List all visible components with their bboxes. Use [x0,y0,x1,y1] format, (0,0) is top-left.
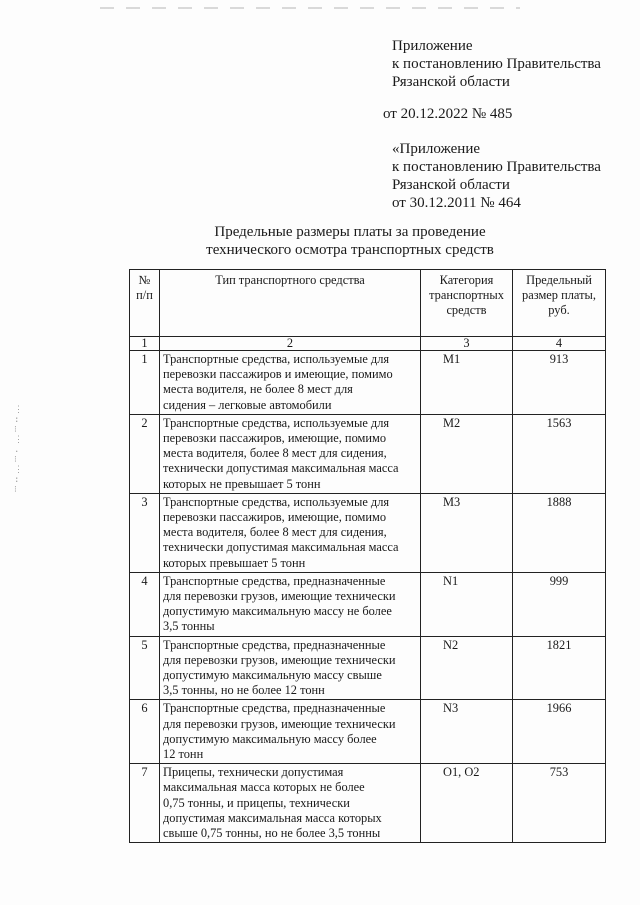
header-fee [513,270,606,337]
table-row [130,572,606,636]
vehicle-type-description [160,493,421,572]
row-number: 7 [130,764,160,843]
vehicle-category: N1 [421,572,513,636]
table-row [130,493,606,572]
row-number: 5 [130,636,160,700]
column-number: 2 [160,337,421,351]
header-text: транспортных [429,288,504,303]
vehicle-type-description [160,351,421,415]
description-line: которых не превышает 5 тонн [163,476,321,491]
row-number: 6 [130,700,160,764]
fee-value: 1563 [513,414,606,493]
title-line: технического осмотра транспортных средств [206,242,494,258]
header-vehicle-type [160,270,421,337]
description-line: перевозки пассажиров и имеющие, помимо [163,367,393,382]
header-text: № [138,273,151,287]
table-row [130,700,606,764]
description-line: места водителя, более 8 мест для сидения, [163,446,387,461]
scan-artifact-margin: ⋮ : ⁝ ⋮ . ⁝ ⋮ : ⁝ [14,405,23,495]
description-line: максимальная масса которых не более [163,780,365,795]
vehicle-type-description [160,414,421,493]
description-line: для перевозки грузов, имеющие технически [163,589,396,604]
table-row [130,351,606,415]
header-category [421,270,513,337]
fee-value: 1821 [513,636,606,700]
description-line: которых превышает 5 тонн [163,555,306,570]
vehicle-category: N2 [421,636,513,700]
description-line: допустимую максимальную массу не более [163,604,392,619]
vehicle-category: O1, O2 [421,764,513,843]
vehicle-category: M2 [421,414,513,493]
annex-line: Рязанской области [392,177,510,193]
column-number-row [130,337,606,351]
fee-value: 1966 [513,700,606,764]
description-line: Транспортные средства, используемые для [163,494,390,509]
column-number: 3 [421,337,513,351]
description-line: допустимую максимальную массу свыше [163,668,382,683]
annex-line: Приложение [392,38,473,54]
fee-value: 753 [513,764,606,843]
table-row [130,764,606,843]
description-line: 12 тонн [163,747,204,762]
description-line: сидения – легковые автомобили [163,397,332,412]
scan-artifact-top [100,7,520,9]
annex-header-current [392,37,601,91]
vehicle-category: M3 [421,493,513,572]
row-number: 3 [130,493,160,572]
header-text: п/п [136,288,153,303]
fee-value: 1888 [513,493,606,572]
document-title [140,223,560,259]
header-text: средств [446,303,487,318]
vehicle-category: N3 [421,700,513,764]
description-line: места водителя, более 8 мест для сидения, [163,525,387,540]
header-text: Категория [439,273,494,287]
row-number: 1 [130,351,160,415]
table-header-row [130,270,606,337]
vehicle-type-description [160,764,421,843]
description-line: технически допустимая максимальная масса [163,540,399,555]
description-line: свыше 0,75 тонны, но не более 3,5 тонны [163,826,381,841]
column-number: 4 [513,337,606,351]
fee-value: 913 [513,351,606,415]
header-text: размер платы, [522,288,596,303]
description-line: технически допустимая максимальная масса [163,461,399,476]
header-number [130,270,160,337]
row-number: 2 [130,414,160,493]
description-line: для перевозки грузов, имеющие технически [163,652,396,667]
description-line: допустимую максимальную массу более [163,731,377,746]
description-line: 0,75 тонны, и прицепы, технически [163,795,350,810]
annex-header-original [392,140,601,212]
description-line: допустимая максимальная масса которых [163,810,382,825]
description-line: места водителя, не более 8 мест для [163,382,353,397]
column-number: 1 [130,337,160,351]
fee-value: 999 [513,572,606,636]
description-line: Транспортные средства, предназначенные [163,637,386,652]
description-line: Транспортные средства, используемые для [163,415,390,430]
annex-date-current: от 20.12.2022 № 485 [383,106,513,122]
annex-line: «Приложение [392,141,481,157]
description-line: Прицепы, технически допустимая [163,765,344,780]
description-line: перевозки пассажиров, имеющие, помимо [163,510,387,525]
vehicle-category: M1 [421,351,513,415]
description-line: Транспортные средства, используемые для [163,352,390,366]
header-text: Тип транспортного средства [215,273,365,287]
vehicle-type-description [160,636,421,700]
table-body [130,351,606,843]
annex-line: к постановлению Правительства [392,159,601,175]
header-text: руб. [548,303,570,318]
description-line: перевозки пассажиров, имеющие, помимо [163,431,387,446]
vehicle-type-description [160,572,421,636]
fees-table [129,269,606,843]
description-line: 3,5 тонны [163,619,215,634]
row-number: 4 [130,572,160,636]
description-line: 3,5 тонны, но не более 12 тонн [163,683,325,698]
description-line: Транспортные средства, предназначенные [163,573,386,588]
description-line: Транспортные средства, предназначенные [163,701,386,716]
title-line: Предельные размеры платы за проведение [214,224,486,240]
table-row [130,414,606,493]
annex-line: к постановлению Правительства [392,56,601,72]
annex-line: Рязанской области [392,74,510,90]
description-line: для перевозки грузов, имеющие технически [163,716,396,731]
table-row [130,636,606,700]
annex-date-original: от 30.12.2011 № 464 [392,195,521,211]
header-text: Предельный [526,273,592,287]
vehicle-type-description [160,700,421,764]
